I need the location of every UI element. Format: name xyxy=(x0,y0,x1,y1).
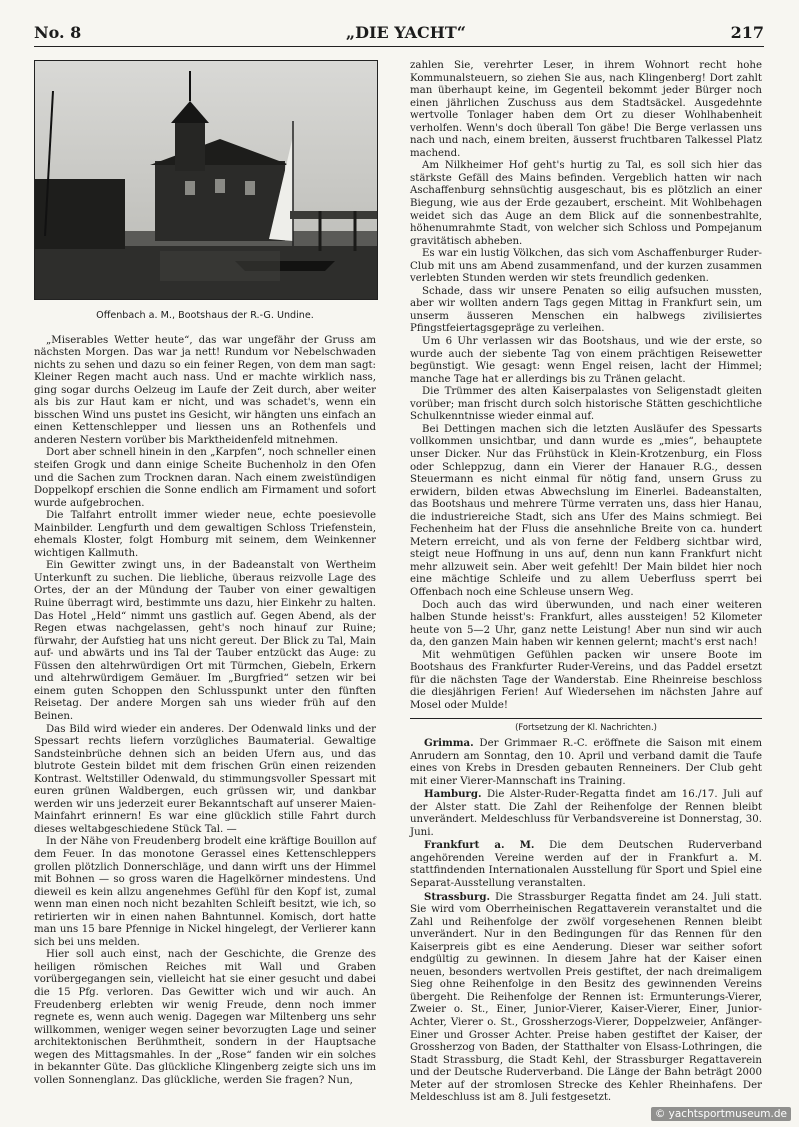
paragraph: Am Nilkheimer Hof geht's hurtig zu Tal, es soll sich hier das stärkste Gefäll des Mains befinden. Vergeblich hatten wir nach Aschaffenburg sehnsüchtig ausgeschaut, bis es plötzlich an einer Biegung, wie aus der Erde gezaubert, erscheint. Mit Wohlbehagen weidet sich das Auge an dem Blick auf die sonnenbestrahlte, höhenumrahmte Stadt, von welcher sich Schloss und Pompejanum gravitätisch abheben. xyxy=(410,160,762,247)
paragraph: Bei Dettingen machen sich die letzten Ausläufer des Spessarts vollkommen unsichtbar, und dann wurde es „mies“, behauptete unser Dicker. Nur das Frühstück in Klein-Krotzenburg, ein Floss oder Schleppzug, dann ein Vierer der Hanauer R.G., dessen Steuermann es nicht einmal für nötig fand, unsern Gruss zu erwidern, bilden etwas Abwechslung im Einerlei. Badeanstalten, das Bootshaus und mehrere Türme verraten uns, dass hier Hanau, die industriereiche Stadt, sich ans Ufer des Mains schmiegt. Bei Fechenheim hat der Fluss die ansehnliche Breite von ca. hundert Metern erreicht, und als von ferne der Feldberg sichtbar wird, steigt neue Hoffnung in uns auf, denn nun kann Frankfurt nicht mehr allzuweit sein. Aber weit gefehlt! Der Main bildet hier noch eine mächtige Schleife und zu allem Ueberfluss sperrt bei Offenbach noch eine Schleuse unsern Weg. xyxy=(410,423,762,598)
issue-number: No. 8 xyxy=(34,22,82,42)
right-column xyxy=(410,60,762,1105)
paragraph: Doch auch das wird überwunden, und nach einer weiteren halben Stunde heisst's: Frankfurt, alles aussteigen! 52 Kilometer heute von 5—2 Uhr, ganz nette Leistung! Aber nun sind wir auch da, den ganzen Main haben wir kennen gelernt; macht's erst nach! xyxy=(410,599,762,649)
page-number: 217 xyxy=(730,22,764,42)
news-item xyxy=(410,737,762,788)
paragraph: Die Trümmer des alten Kaiserpalastes von Seligenstadt gleiten vorüber; man frischt durch solch historische Stätten geschichtliche Schulkenntnisse wieder einmal auf. xyxy=(410,386,762,423)
paragraph: Die Talfahrt entrollt immer wieder neue, echte poesievolle Mainbilder. Lengfurth und dem gewaltigen Schloss Triefenstein, ehemals Kloster, folgt Homburg mit seinem, dem Weinkenner wichtigen Kallmuth. xyxy=(34,510,376,559)
news-item xyxy=(410,839,762,890)
paragraph: Ein Gewitter zwingt uns, in der Badeanstalt von Wertheim Unterkunft zu suchen. Die liebliche, überaus reizvolle Lage des Ortes, der an der Mündung der Tauber von einer gewaltigen Ruine überragt wird, bestimmte uns dazu, hier Einkehr zu halten. Das Hotel „Held“ nimmt uns gastlich auf. Gegen Abend, als der Regen etwas nachgelassen, geht's noch hinauf zur Ruine; fürwahr, der Aufstieg hat uns nicht gereut. Der Blick zu Tal, Main auf- und abwärts und ins Tal der Tauber entzückt das Auge: zu Füssen den altehrwürdigen Ort mit Türmchen, Giebeln, Erkern und altehrwürdigem Gemäuer. Im „Burgfried“ setzen wir bei einem guten Schoppen den Schlusspunkt unter den fünften Reisetag. Der andere Morgen sah uns wieder früh auf den Beinen. xyxy=(34,560,376,722)
watermark: © yachtsportmuseum.de xyxy=(651,1107,791,1121)
paragraph: Schade, dass wir unsere Penaten so eilig aufsuchen mussten, aber wir wollten andern Tags gegen Mittag in Frankfurt sein, um unserm äusseren Menschen ein halbwegs zivilisiertes Pfingstfeiertagsgepräge zu verleihen. xyxy=(410,285,762,335)
paragraph: „Miserables Wetter heute“, das war ungefähr der Gruss am nächsten Morgen. Das war ja nett! Rundum vor Nebelschwaden nichts zu sehen und dazu so ein feiner Regen, von dem man sagt: Kleiner Regen macht auch nass. Und er machte wirklich nass, ging sogar durchs Oelzeug im Laufe der Zeit durch, aber weiter als bis zur Haut kam er nicht, und was schadet's, wenn ein bisschen Wind uns pustet ins Gesicht, wir hängten uns einfach an einen Kettenschlepper und liessen uns an Rothenfels und anderen Nestern vorüber bis Marktheidenfeld mitnehmen. xyxy=(34,334,376,446)
news-text: Die Alster-Ruder-Regatta findet am 16./17. Juli auf der Alster statt. Die Zahl der Reihenfolge der Rennen bleibt unverändert. Meldeschluss für Verbandsvereine ist Donnerstag, 30. Juni. xyxy=(410,789,762,838)
news-text: Die dem Deutschen Ruderverband angehörenden Vereine werden auf der in Frankfurt a. M. stattfindenden Internationalen Ausstellung für Sport und Spiel eine Separat-Ausstellung veranstalten. xyxy=(410,840,762,889)
journal-title: „DIE YACHT“ xyxy=(345,22,466,42)
page-header xyxy=(34,18,764,47)
boathouse-illustration xyxy=(35,61,377,299)
news-list xyxy=(410,737,762,1105)
boathouse-photo xyxy=(34,60,378,300)
paragraph: Mit wehmütigen Gefühlen packen wir unsere Boote im Bootshaus des Frankfurter Ruder-Vereins, und das Paddel ersetzt für die nächsten Tage der Wanderstab. Eine Rheinreise beschloss die diesjährigen Ferien! Auf Wiedersehen im nächsten Jahre auf Mosel oder Mulde! xyxy=(410,649,762,711)
paragraph: zahlen Sie, verehrter Leser, in ihrem Wohnort recht hohe Kommunalsteuern, so ziehen Sie aus, nach Klingenberg! Dort zahlt man überhaupt keine, im Gegenteil bekommt jeder Bürger noch einen jährlichen Zuschuss aus dem Stadtsäckel. Ausgedehnte wertvolle Tonlager haben dem Ort zu dieser Wohlhabenheit verholfen. Wenn's doch überall Ton gäbe! Die Berge verlassen uns nach und nach, einem breiten, äusserst fruchtbaren Talkessel Platz machend. xyxy=(410,60,762,159)
news-place: Frankfurt a. M. xyxy=(424,839,535,852)
news-item xyxy=(410,788,762,839)
paragraph: Das Bild wird wieder ein anderes. Der Odenwald links und der Spessart rechts liefern vorzügliches Baumaterial. Gewaltige Sandsteinbrüche dehnen sich an beiden Ufern aus, und das blutrote Gestein bildet mit dem frischen Grün einen reizenden Kontrast. Weltstiller Odenwald, du stimmungsvoller Spessart mit euren grünen Waldbergen, euch grüssen wir, und dankbar werden wir uns jederzeit eurer Bekanntschaft auf unserer Maien-Mainfahrt erinnern! Es war eine glücklich stille Fahrt durch dieses weltabgeschiedene Stück Tal. — xyxy=(34,723,376,835)
paragraph: Dort aber schnell hinein in den „Karpfen“, noch schneller einen steifen Grogk und dann einige Scheite Buchenholz in den Ofen und die Sachen zum Trocknen daran. Nach einem zweistündigen Doppelkopf erschien die Sonne endlich am Firmament und sofort wurde aufgebrochen. xyxy=(34,447,376,509)
news-text: Der Grimmaer R.-C. eröffnete die Saison mit einem Anrudern am Sonntag, den 10. April und verband damit die Taufe eines von Krebs in Dresden gebauten Renneiners. Der Club geht mit einer Vierer-Mannschaft ins Training. xyxy=(410,737,762,787)
news-place: Hamburg. xyxy=(424,788,482,801)
news-item xyxy=(410,891,762,1105)
paragraph: In der Nähe von Freudenberg brodelt eine kräftige Bouillon auf dem Feuer. In das monotone Gerassel eines Kettenschleppers grollen plötzlich Donnerschläge, und dann wirft uns der Himmel mit Bohnen — so gross waren die Hagelkörner mindestens. Und dieweil es kein allzu angenehmes Gefühl für den Kopf ist, zumal wenn man einen noch nicht bezahlten Schleift besitzt, wie ich, so retirierten wir in einen nahen Bahntunnel. Komisch, dort hatte man uns 15 bare Pfennige in Nickel hingelegt, der Verlierer kann sich bei uns melden. xyxy=(34,836,376,948)
left-column xyxy=(34,60,376,1087)
paragraph: Um 6 Uhr verlassen wir das Bootshaus, und wie der erste, so wurde auch der siebente Tag von einem prächtigen Reisewetter begünstigt. Wie gesagt: wenn Engel reisen, lacht der Himmel; manche Tage hat er allerdings bis zu Tränen gelacht. xyxy=(410,336,762,385)
photo-caption: Offenbach a. M., Bootshaus der R.-G. Undine. xyxy=(96,310,314,321)
news-section-header: (Fortsetzung der Kl. Nachrichten.) xyxy=(515,722,657,733)
news-place: Strassburg. xyxy=(424,890,491,903)
paragraph: Es war ein lustig Völkchen, das sich vom Aschaffenburger Ruder-Club mit uns am Abend zusammenfand, und der kurzen zusammen verlebten Stunden werden wir stets freundlich gedenken. xyxy=(410,248,762,285)
news-place: Grimma. xyxy=(424,736,474,749)
section-divider xyxy=(410,718,762,719)
paragraph: Hier soll auch einst, nach der Geschichte, die Grenze des heiligen römischen Reiches mit Wall und Graben vorübergegangen sein, vielleicht hat sie einer gesucht und dabei die 15 Pfg. verloren. Das Gewitter wich und wir auch. An Freudenberg erlebten wir wenig Freude, denn noch immer regnete es, wenn auch wenig. Dagegen war Miltenberg uns sehr willkommen, weniger wegen seiner bevorzugten Lage und seiner architektonischen Berühmtheit, sondern in der Hauptsache wegen des Mittagsmahles. In der „Rose“ fanden wir ein solches in bekannter Güte. Das glückliche Klingenberg zeigte sich uns im vollen Sonnenglanz. Das glückliche, werden Sie fragen? Nun, xyxy=(34,949,376,1086)
news-text: Die Strassburger Regatta findet am 24. Juli statt. Sie wird vom Oberrheinischen Regattaverein veranstaltet und die Zahl und Reihenfolge der zwölf vorgesehenen Rennen bleibt unverändert. Nur in den Bedingungen für das Rennen für den Kaiserpreis gibt es eine Aenderung. Dieser war seither sofort endgültig zu gewinnen. In diesem Jahre hat der Kaiser einen neuen, besonders wertvollen Preis gestiftet, der nach dreimaligem Sieg ohne Reihenfolge in den Besitz des gewinnenden Vereins übergeht. Die Reihenfolge der Rennen ist: Ermunterungs-Vierer, Zweier o. St., Einer, Junior-Vierer, Kaiser-Vierer, Einer, Junior-Achter, Vierer o. St., Grossherzogs-Vierer, Doppelzweier, Anfänger-Einer und Grosser Achter. Preise haben gestiftet der Kaiser, der Grossherzog von Baden, der Statthalter von Elsass-Lothringen, die Stadt Strassburg, die Stadt Kehl, der Strassburger Regattaverein und der Deutsche Ruderverband. Die Länge der Bahn beträgt 2000 Meter auf der stromlosen Strecke des Kehler Rheinhafens. Der Meldeschluss ist am 8. Juli festgesetzt. xyxy=(410,891,762,1104)
